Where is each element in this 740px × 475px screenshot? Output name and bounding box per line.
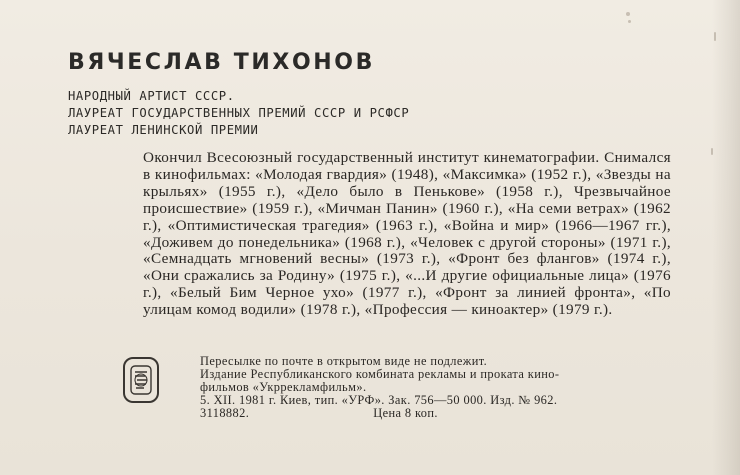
card-edge-shadow [712, 0, 740, 475]
biography-text: Окончил Всесоюзный государственный институт кинематографии. Снимался в кинофильмах: «Молодая гвардия» (1948), «Максимка» (1952 г.), «Звезды на крыльях» (1955 г.), «Дело было в Пенькове» (1958 г.), Чрезвычайное происшествие» (1959 г.), «Мичман Панин» (1960 г.), «На семи ветрах» (1962 г.), «Оптимистическая трагедия» (1963 г.), «Война и мир» (1966—1967 гг.), «Доживем до понедельника» (1968 г.), «Человек с другой стороны» (1971 г.), «Семнадцать мгновений весны» (1973 г.), «Фронт без флангов» (1974 г.), «Они сражались за Родину» (1975 г.), «...И другие официальные лица» (1976 г.), «Белый Бим Черное ухо» (1977 г.), «Фронт за линией фронта», «По улицам комод водили» (1978 г.), «Профессия — киноактер» (1979 г.). [143, 149, 671, 319]
price-label: Цена 8 коп. [373, 406, 438, 421]
honor-line: ЛАУРЕАТ ЛЕНИНСКОЙ ПРЕМИИ [68, 123, 259, 137]
imprint-line: фильмов «Укррекламфильм». [200, 380, 367, 395]
paper-speck [626, 12, 630, 16]
paper-speck [628, 20, 631, 23]
imprint-line [200, 407, 590, 420]
paper-speck [711, 148, 713, 155]
order-number: 3118882. [200, 406, 250, 421]
imprint-line: Издание Республиканского комбината рекламы и проката кино- [200, 367, 560, 382]
honor-line: НАРОДНЫЙ АРТИСТ СССР. [68, 89, 235, 103]
paper-speck [714, 32, 716, 41]
publisher-emblem-icon [123, 357, 159, 403]
publisher-imprint [200, 355, 590, 420]
honors-list [68, 88, 409, 139]
honor-line: ЛАУРЕАТ ГОСУДАРСТВЕННЫХ ПРЕМИЙ СССР И РСФСР [68, 106, 410, 120]
emblem-glyph-icon [128, 363, 154, 397]
imprint-line: 5. XII. 1981 г. Киев, тип. «УРФ». Зак. 756—50 000. Изд. № 962. [200, 393, 558, 408]
imprint-line: Пересылке по почте в открытом виде не подлежит. [200, 354, 488, 368]
actor-name: ВЯЧЕСЛАВ ТИХОНОВ [68, 50, 375, 75]
